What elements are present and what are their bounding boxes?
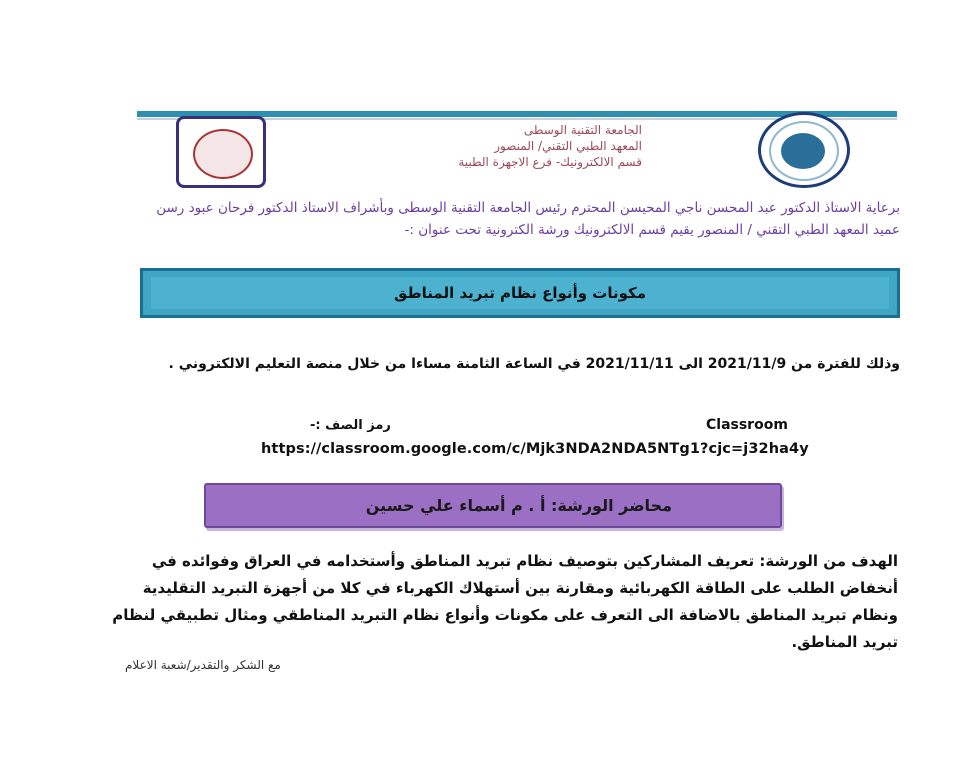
header-institution-lines (322, 122, 642, 170)
date-paragraph: وذلك للفترة من 2021/11/9 الى 2021/11/11 في الساعة الثامنة مساءا من خلال منصة التعليم الالكتروني . (168, 356, 900, 372)
lecturer-name: محاضر الورشة: أ . م أسماء علي حسين (365, 496, 672, 515)
lecturer-box (204, 483, 782, 528)
header-line-university: الجامعة التقنية الوسطى (523, 123, 642, 137)
institute-emblem (193, 129, 253, 179)
header-line-department: قسم الالكترونيك- فرع الاجهزة الطبية (458, 155, 642, 169)
intro-paragraph: برعاية الاستاذ الدكتور عبد المحسن ناجي المحيسن المحترم رئيس الجامعة التقنية الوسطى وبأشراف الاستاذ الدكتور فرحان عبود رسن عميد المعهد الطبي التقني / المنصور يقيم قسم الالكترونيك ورشة الكترونية تحت عنوان :- (156, 200, 900, 238)
university-logo-core (781, 133, 825, 169)
thanks-signature: مع الشكر والتقدير/شعبة الاعلام (125, 658, 281, 672)
workshop-title: مكونات وأنواع نظام تبريد المناطق (151, 277, 889, 309)
classroom-link[interactable]: https://classroom.google.com/c/Mjk3NDA2NDA5NTg1?cjc=j32ha4y (261, 441, 809, 457)
institute-logo-icon (176, 116, 266, 188)
classroom-label: Classroom (706, 417, 788, 433)
workshop-goal-paragraph: الهدف من الورشة: تعريف المشاركين بتوصيف نظام تبريد المناطق وأستخدامه في العراق وفوائده في أنخفاض الطلب على الطاقة الكهربائية ومقارنة بين أستهلاك الكهرباء في كلا من أجهزة التبريد التقليدية ونظام تبريد المناطق بالاضافة الى التعرف على مكونات وأنواع نظام التبريد المناطقي ومثال تطبيقي لنظام تبريد المناطق. (112, 552, 898, 651)
workshop-title-box (140, 268, 900, 318)
header-line-institute: المعهد الطبي التقني/ المنصور (494, 139, 642, 153)
class-code-label: رمز الصف :- (310, 418, 391, 433)
university-logo-icon (758, 112, 850, 188)
